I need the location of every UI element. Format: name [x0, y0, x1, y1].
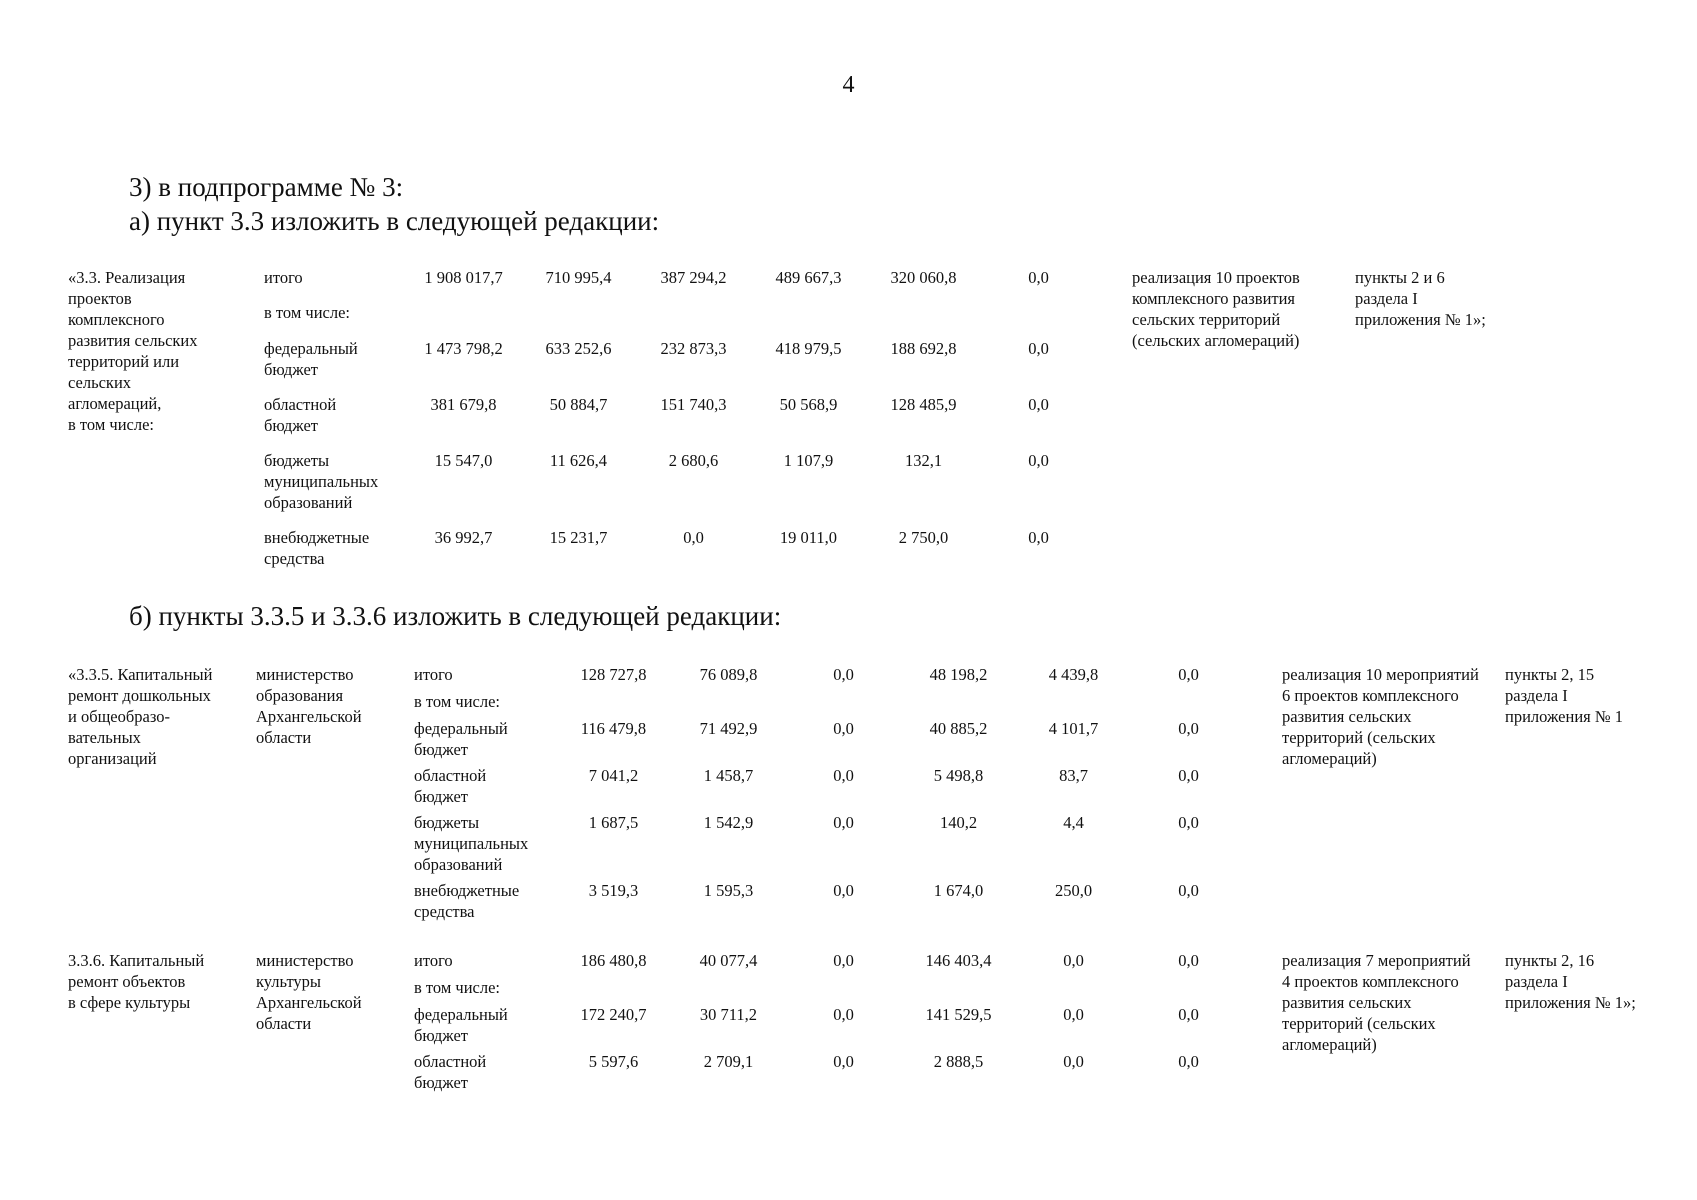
amount-cell: 140,2: [939, 813, 978, 832]
funding-source: в том числе:: [264, 303, 351, 322]
amount-cell: 172 240,7: [580, 1005, 647, 1024]
amount-cell: 2 709,1: [703, 1052, 754, 1071]
amount-cell: [671, 977, 786, 1004]
amount-cell: 1 107,9: [783, 451, 834, 470]
amount-cell: [901, 977, 1016, 1004]
measure-name: 3.3.6. Капитальный ремонт объектов в сфере культуры: [68, 951, 205, 1012]
measure-name: «3.3. Реализация проектов комплексного развития сельских территорий или сельских агломераций, в том числе:: [68, 268, 198, 434]
amount-cell: 387 294,2: [660, 268, 727, 287]
table-item-3-3: [68, 267, 1493, 569]
amount-cell: 132,1: [904, 451, 943, 470]
amount-cell: 83,7: [1059, 766, 1088, 785]
amount-cell: [1016, 691, 1131, 718]
amount-cell: 0,0: [1028, 268, 1049, 287]
amount-cell: 0,0: [1178, 719, 1199, 738]
funding-source: в том числе:: [414, 978, 501, 997]
indicator-link: пункты 2, 16 раздела I приложения № 1»;: [1505, 951, 1636, 1012]
funding-source: итого: [414, 951, 453, 970]
amount-cell: [406, 302, 521, 338]
funding-source: бюджеты муниципальных образований: [264, 451, 379, 512]
amount-cell: 0,0: [1063, 1005, 1084, 1024]
funding-source: итого: [264, 268, 303, 287]
amount-cell: 0,0: [1028, 339, 1049, 358]
responsible-executor: [256, 267, 264, 569]
amount-cell: 250,0: [1054, 881, 1093, 900]
amount-cell: 1 542,9: [703, 813, 754, 832]
table-items-3-3-5-3-3-6: [68, 664, 1643, 1093]
amount-cell: 30 711,2: [699, 1005, 758, 1024]
amount-cell: 0,0: [1028, 451, 1049, 470]
amount-cell: [751, 302, 866, 338]
amount-cell: 0,0: [833, 813, 854, 832]
funding-source: внебюджетные средства: [264, 528, 370, 568]
amount-cell: 3 519,3: [588, 881, 639, 900]
amount-cell: 188 692,8: [890, 339, 957, 358]
table-row: [68, 664, 1643, 691]
funding-source: областной бюджет: [264, 395, 337, 435]
funding-source: итого: [414, 665, 453, 684]
amount-cell: 1 473 798,2: [424, 339, 503, 358]
expected-result: реализация 10 мероприятий 6 проектов комплексного развития сельских территорий (сельских агломераций): [1282, 665, 1479, 768]
amount-cell: 710 995,4: [545, 268, 612, 287]
amount-cell: 0,0: [833, 1005, 854, 1024]
amount-cell: 7 041,2: [588, 766, 639, 785]
amount-cell: 0,0: [1178, 766, 1199, 785]
amount-cell: 0,0: [1178, 1005, 1199, 1024]
amount-cell: 0,0: [1178, 1052, 1199, 1071]
amount-cell: 381 679,8: [430, 395, 497, 414]
expected-result: реализация 7 мероприятий 4 проектов комплексного развития сельских территорий (сельских агломераций): [1282, 951, 1471, 1054]
amount-cell: 4,4: [1063, 813, 1084, 832]
amount-cell: [636, 302, 751, 338]
amount-cell: 0,0: [1063, 1052, 1084, 1071]
page-number: 4: [842, 72, 855, 98]
table-row: [68, 950, 1643, 977]
amount-cell: 128 727,8: [580, 665, 647, 684]
amount-cell: 11 626,4: [549, 451, 608, 470]
amount-cell: 50 884,7: [549, 395, 608, 414]
heading-items-3-3-5-3-3-6: б) пункты 3.3.5 и 3.3.6 изложить в следующей редакции:: [129, 601, 782, 631]
amount-cell: 141 529,5: [925, 1005, 992, 1024]
amount-cell: 15 231,7: [549, 528, 608, 547]
amount-cell: [786, 691, 901, 718]
amount-cell: 0,0: [1028, 395, 1049, 414]
amount-cell: [521, 302, 636, 338]
funding-source: в том числе:: [414, 692, 501, 711]
funding-source: федеральный бюджет: [414, 1005, 508, 1045]
amount-cell: 71 492,9: [699, 719, 758, 738]
amount-cell: 50 568,9: [779, 395, 838, 414]
amount-cell: [981, 302, 1096, 338]
amount-cell: 4 101,7: [1048, 719, 1099, 738]
amount-cell: 633 252,6: [545, 339, 612, 358]
amount-cell: 4 439,8: [1048, 665, 1099, 684]
heading-subprogram: 3) в подпрограмме № 3:: [129, 172, 404, 202]
amount-cell: 128 485,9: [890, 395, 957, 414]
amount-cell: 1 458,7: [703, 766, 754, 785]
amount-cell: 1 908 017,7: [424, 268, 503, 287]
amount-cell: [786, 977, 901, 1004]
amount-cell: 0,0: [1028, 528, 1049, 547]
amount-cell: 1 595,3: [703, 881, 754, 900]
funding-source: внебюджетные средства: [414, 881, 520, 921]
amount-cell: 1 687,5: [588, 813, 639, 832]
amount-cell: 418 979,5: [775, 339, 842, 358]
amount-cell: [1131, 977, 1246, 1004]
funding-source: федеральный бюджет: [414, 719, 508, 759]
responsible-executor: министерство образования Архангельской области: [256, 665, 362, 747]
amount-cell: 5 597,6: [588, 1052, 639, 1071]
amount-cell: 186 480,8: [580, 951, 647, 970]
amount-cell: 320 060,8: [890, 268, 957, 287]
amount-cell: 0,0: [1178, 813, 1199, 832]
amount-cell: 48 198,2: [929, 665, 988, 684]
expected-result: реализация 10 проектов комплексного развития сельских территорий (сельских агломераций): [1132, 268, 1300, 350]
amount-cell: 0,0: [1178, 665, 1199, 684]
amount-cell: 0,0: [833, 719, 854, 738]
amount-cell: 151 740,3: [660, 395, 727, 414]
amount-cell: 0,0: [1178, 881, 1199, 900]
amount-cell: [1131, 691, 1246, 718]
table-row: [68, 267, 1493, 302]
amount-cell: [1016, 977, 1131, 1004]
amount-cell: 2 888,5: [933, 1052, 984, 1071]
amount-cell: [556, 977, 671, 1004]
amount-cell: 0,0: [833, 881, 854, 900]
amount-cell: 232 873,3: [660, 339, 727, 358]
funding-source: областной бюджет: [414, 766, 487, 806]
amount-cell: 19 011,0: [779, 528, 838, 547]
amount-cell: [671, 691, 786, 718]
amount-cell: [556, 691, 671, 718]
amount-cell: [866, 302, 981, 338]
amount-cell: 5 498,8: [933, 766, 984, 785]
indicator-link: пункты 2 и 6 раздела I приложения № 1»;: [1355, 268, 1486, 329]
amount-cell: 0,0: [683, 528, 704, 547]
amount-cell: 40 885,2: [929, 719, 988, 738]
amount-cell: 0,0: [833, 1052, 854, 1071]
amount-cell: 36 992,7: [434, 528, 493, 547]
amount-cell: 1 674,0: [933, 881, 984, 900]
measure-name: «3.3.5. Капитальный ремонт дошкольных и общеобразо- вательных организаций: [68, 665, 213, 768]
amount-cell: 2 750,0: [898, 528, 949, 547]
heading-item-3-3: а) пункт 3.3 изложить в следующей редакции:: [129, 206, 660, 236]
amount-cell: 0,0: [833, 951, 854, 970]
amount-cell: 116 479,8: [580, 719, 647, 738]
amount-cell: 0,0: [1063, 951, 1084, 970]
amount-cell: 0,0: [1178, 951, 1199, 970]
amount-cell: 0,0: [833, 665, 854, 684]
funding-source: бюджеты муниципальных образований: [414, 813, 529, 874]
amount-cell: 489 667,3: [775, 268, 842, 287]
funding-source: областной бюджет: [414, 1052, 487, 1092]
amount-cell: [901, 691, 1016, 718]
amount-cell: 146 403,4: [925, 951, 992, 970]
amount-cell: 40 077,4: [699, 951, 758, 970]
indicator-link: пункты 2, 15 раздела I приложения № 1: [1505, 665, 1623, 726]
amount-cell: 0,0: [833, 766, 854, 785]
amount-cell: 76 089,8: [699, 665, 758, 684]
amount-cell: 2 680,6: [668, 451, 719, 470]
responsible-executor: министерство культуры Архангельской области: [256, 951, 362, 1033]
funding-source: федеральный бюджет: [264, 339, 358, 379]
amount-cell: 15 547,0: [434, 451, 493, 470]
